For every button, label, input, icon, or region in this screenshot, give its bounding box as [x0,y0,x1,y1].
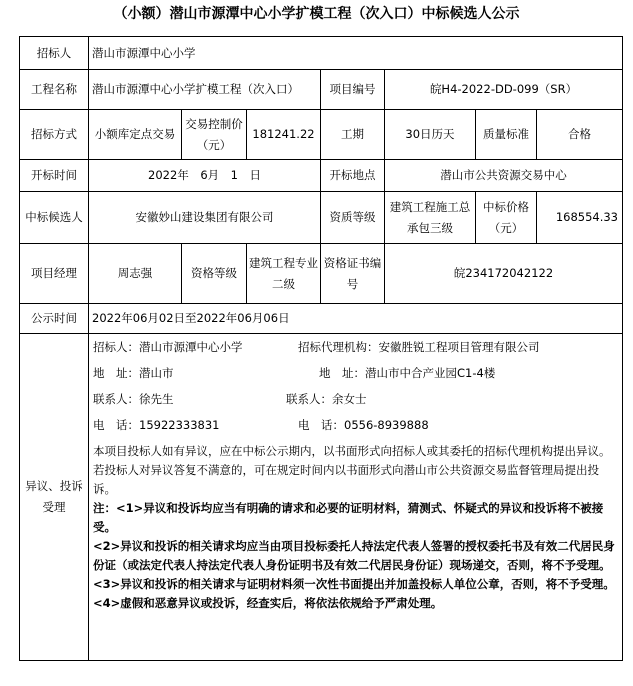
agency-address: 地 址：潜山市中合产业园C1-4楼 [319,365,496,380]
contact-line-person [93,386,618,412]
objection-agency: 招标代理机构：安徽胜锐工程项目管理有限公司 [298,339,540,354]
method-value: 小额库定点交易 [89,110,182,160]
bid-price-value: 168554.33 [537,192,623,244]
manager-value: 周志强 [89,244,182,304]
qualification-label: 资质等级 [321,192,385,244]
project-name-label: 工程名称 [20,70,89,110]
price-control-label: 交易控制价（元） [182,110,247,160]
contact-line-names [93,334,618,360]
objection-content [89,334,623,661]
tenderer-contact: 联系人：徐先生 [93,391,174,406]
project-code-value: 皖H4-2022-DD-099（SR） [385,70,623,110]
opening-row [20,160,623,192]
period-value: 30日历天 [385,110,476,160]
objection-note-3: <3>异议和投诉的相关请求与证明材料须一次性书面提出并加盖投标人单位公章，否则，将不予受理。 [93,577,615,591]
contact-line-phone [93,412,618,438]
cert-label: 资格证书编号 [321,244,385,304]
tenderer-address: 地 址：潜山市 [93,365,174,380]
tenderer-row [20,37,623,70]
grade-value: 建筑工程专业二级 [247,244,321,304]
agency-phone: 电 话：0556-8939888 [298,417,429,432]
candidate-row [20,192,623,244]
candidate-label: 中标候选人 [20,192,89,244]
tenderer-value: 潜山市源潭中心小学 [89,37,623,70]
candidate-value: 安徽妙山建设集团有限公司 [89,192,321,244]
period-label: 工期 [321,110,385,160]
objection-label: 异议、投诉受理 [20,334,89,661]
tenderer-phone: 电 话：15922333831 [93,417,220,432]
objection-row [20,334,623,661]
opening-place-label: 开标地点 [321,160,385,192]
tenderer-label: 招标人 [20,37,89,70]
opening-time-value: 2022年 6月 1 日 [89,160,321,192]
manager-label: 项目经理 [20,244,89,304]
project-name-value: 潜山市源潭中心小学扩模工程（次入口） [89,70,321,110]
objection-note-2: <2>异议和投诉的相关请求均应当由项目投标委托人持法定代表人签署的授权委托书及有效二代居民身份证（或法定代表人持法定代表人身份证明书及有效二代居民身份证）现场递交，否则，将不予受理。 [93,539,615,572]
contact-line-address [93,360,618,386]
objection-tenderer: 招标人：潜山市源潭中心小学 [93,339,243,354]
grade-label: 资格等级 [182,244,247,304]
publicity-value: 2022年06月02日至2022年06月06日 [89,304,623,334]
page-title: （小额）潜山市源潭中心小学扩模工程（次入口）中标候选人公示 [113,6,520,22]
manager-row [20,244,623,304]
bid-price-label: 中标价格（元） [476,192,537,244]
qualification-value: 建筑工程施工总承包三级 [385,192,476,244]
project-row [20,70,623,110]
price-control-value: 181241.22 [247,110,321,160]
project-code-label: 项目编号 [321,70,385,110]
notice-table [19,36,623,661]
objection-note-4: <4>虚假和恶意异议或投诉，经查实后，将依法依规给予严肃处理。 [93,596,443,610]
publicity-row [20,304,623,334]
method-label: 招标方式 [20,110,89,160]
opening-time-label: 开标时间 [20,160,89,192]
cert-value: 皖234172042122 [385,244,623,304]
opening-place-value: 潜山市公共资源交易中心 [385,160,623,192]
objection-intro: 本项目投标人如有异议，应在中标公示期内，以书面形式向招标人或其委托的招标代理机构提出异议。若投标人对异议答复不满意的，可在规定时间内以书面形式向潜山市公共资源交易监督管理局提出投诉。 [93,444,611,496]
objection-note-1: 注：<1>异议和投诉均应当有明确的请求和必要的证明材料，猜测式、怀疑式的异议和投诉将不被接受。 [93,501,604,534]
method-row [20,110,623,160]
quality-value: 合格 [537,110,623,160]
agency-contact: 联系人：余女士 [286,391,367,406]
quality-label: 质量标准 [476,110,537,160]
publicity-label: 公示时间 [20,304,89,334]
